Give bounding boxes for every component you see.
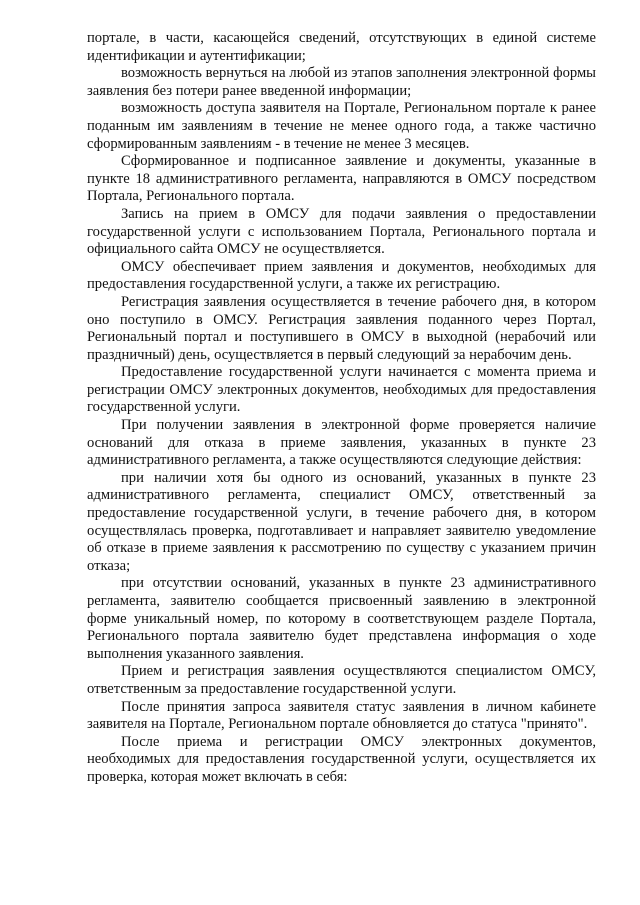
document-page bbox=[87, 30, 596, 787]
paragraph-9: При получении заявления в электронной форме проверяется наличие оснований для отказа в приеме заявления, указанных в пункте 23 административного регламента, а также осуществляются следующие действия: bbox=[87, 417, 596, 469]
paragraph-4: Сформированное и подписанное заявление и документы, указанные в пункте 18 административного регламента, направляются в ОМСУ посредством Портала, Регионального портала. bbox=[87, 153, 596, 205]
paragraph-1: порталe, в части, касающейся сведений, отсутствующих в единой системе идентификации и аутентификации; bbox=[87, 30, 596, 64]
paragraph-2: возможность вернуться на любой из этапов заполнения электронной формы заявления без потери ранее введенной информации; bbox=[87, 65, 596, 99]
paragraph-6: ОМСУ обеспечивает прием заявления и документов, необходимых для предоставления государственной услуги, а также их регистрацию. bbox=[87, 258, 596, 293]
paragraph-14: После приема и регистрации ОМСУ электронных документов, необходимых для предоставления государственной услуги, осуществляется их проверка, которая может включать в себя: bbox=[87, 733, 596, 785]
paragraph-8: Предоставление государственной услуги начинается с момента приема и регистрации ОМСУ электронных документов, необходимых для предоставления государственной услуги. bbox=[87, 364, 596, 416]
paragraph-7: Регистрация заявления осуществляется в течение рабочего дня, в котором оно поступило в ОМСУ. Регистрация заявления поданного через Портал, Региональный портал и поступившего в ОМСУ в выходной (нерабочий или праздничный) день, осуществляется в первый следующий за нерабочим день. bbox=[87, 293, 596, 363]
paragraph-12: Прием и регистрация заявления осуществляются специалистом ОМСУ, ответственным за предоставление государственной услуги. bbox=[87, 663, 596, 697]
paragraph-13: После принятия запроса заявителя статус заявления в личном кабинете заявителя на Портале, Региональном портале обновляется до статуса "принято". bbox=[87, 698, 596, 733]
paragraph-3: возможность доступа заявителя на Портале, Региональном портале к ранее поданным им заявлениям в течение не менее одного года, а также частично сформированным заявлениям - в течение не менее 3 месяцев. bbox=[87, 100, 596, 152]
paragraph-11: при отсутствии оснований, указанных в пункте 23 административного регламента, заявителю сообщается присвоенный заявлению в электронной форме уникальный номер, по которому в соответствующем разделе Портала, Регионального портала заявителю будет представлена информация о ходе выполнения указанного заявления. bbox=[87, 575, 596, 662]
paragraph-5: Запись на прием в ОМСУ для подачи заявления о предоставлении государственной услуги с использованием Портала, Регионального портала и официального сайта ОМСУ не осуществляется. bbox=[87, 205, 596, 258]
paragraph-10: при наличии хотя бы одного из оснований, указанных в пункте 23 административного регламента, специалист ОМСУ, ответственный за предоставление государственной услуги, в течение рабочего дня, в котором осуществлялась проверка, подготавливает и направляет заявителю уведомление об отказе в приеме заявления к рассмотрению по существу с указанием причин отказа; bbox=[87, 469, 596, 574]
